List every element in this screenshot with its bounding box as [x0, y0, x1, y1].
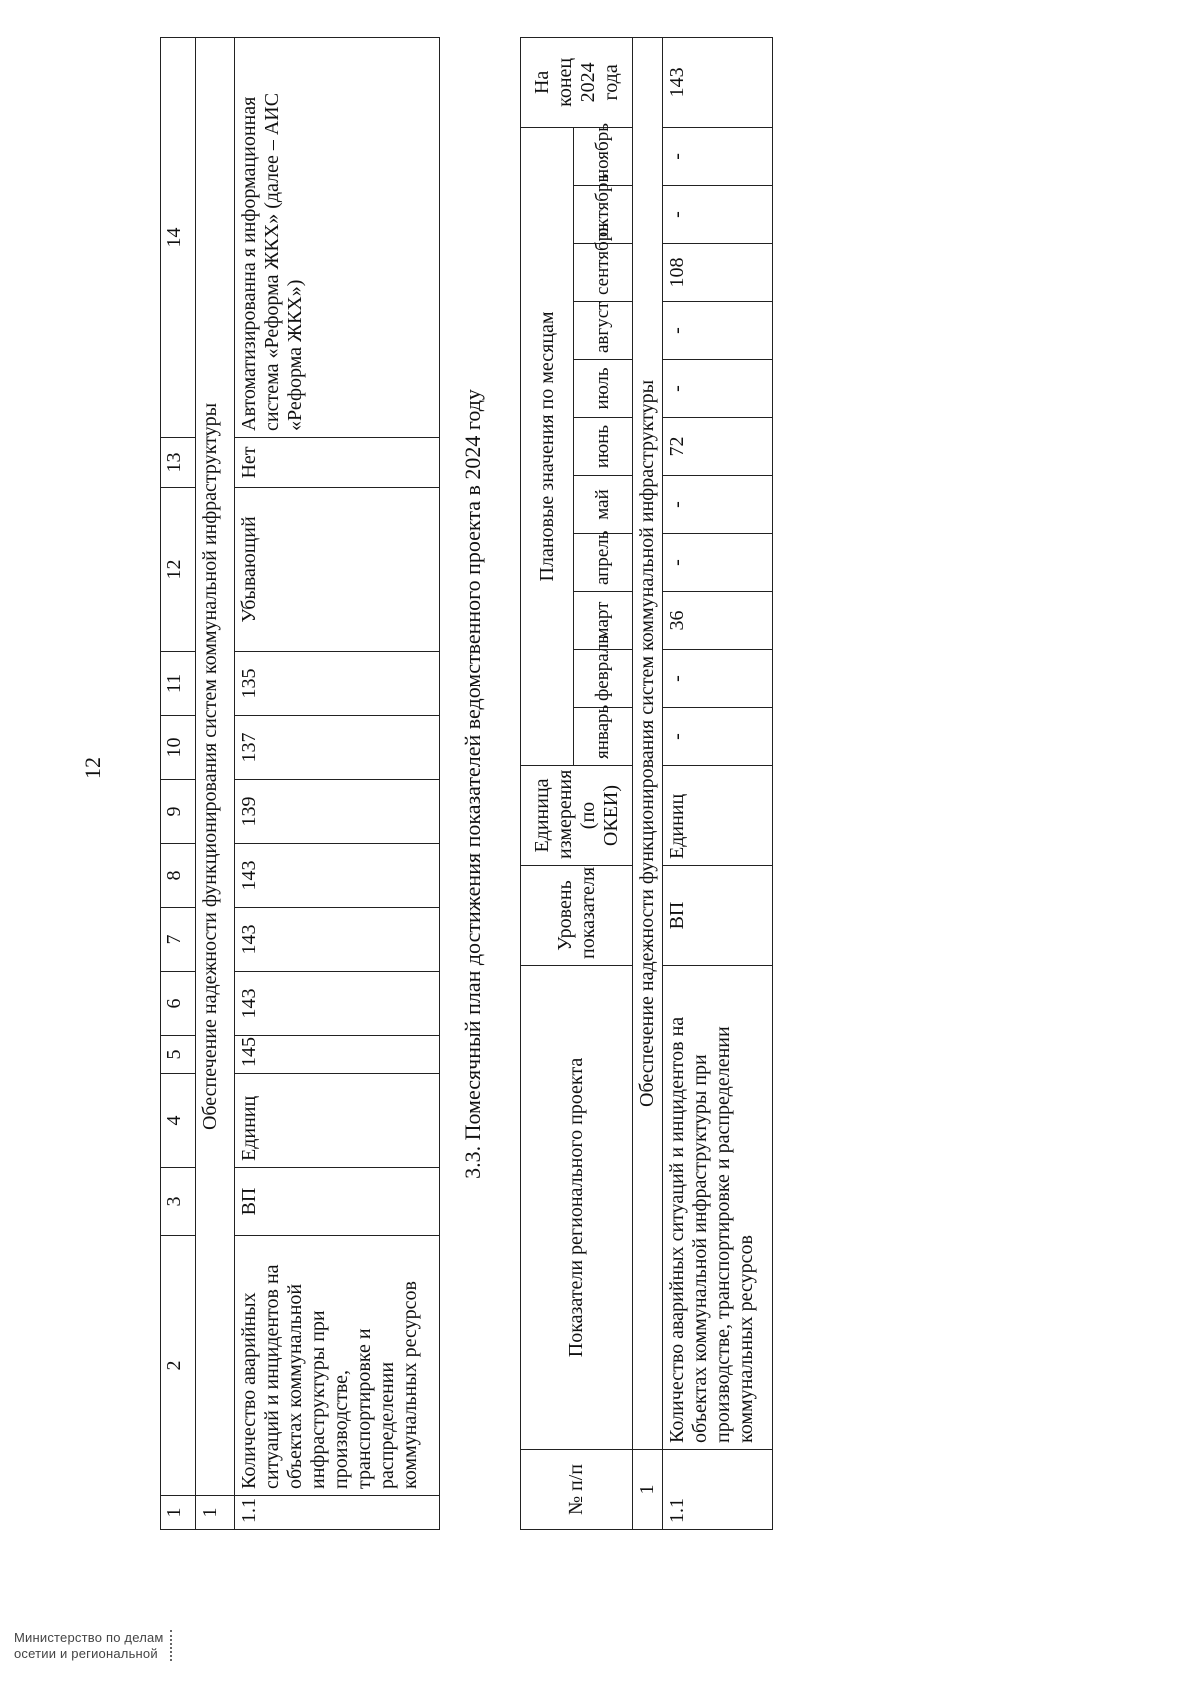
col-number: 2	[161, 1236, 196, 1496]
section-title: Обеспечение надежности функционирования систем коммунальной инфраструктуры	[633, 37, 663, 1449]
col-number: 8	[161, 844, 196, 908]
col-number: 14	[161, 38, 196, 438]
stamp-line: Министерство по делам	[14, 1630, 164, 1645]
month-header: май	[574, 476, 633, 534]
monthly-plan-table	[520, 37, 773, 1530]
month-header: июль	[574, 360, 633, 418]
table-row	[235, 38, 440, 1530]
month-value: -	[663, 302, 773, 360]
value-cell: 135	[235, 652, 440, 716]
section-number: 1	[633, 1450, 663, 1530]
month-value: -	[663, 650, 773, 708]
header-indicator: Показатели регионального проекта	[521, 966, 633, 1450]
header-level: Уровень показателя	[521, 866, 633, 966]
flag-cell: Нет	[235, 438, 440, 488]
section-row	[633, 37, 663, 1529]
month-header: август	[574, 302, 633, 360]
section-row	[196, 38, 235, 1530]
month-header: октябрь	[574, 186, 633, 244]
value-cell: 139	[235, 780, 440, 844]
month-header: июнь	[574, 418, 633, 476]
month-value: -	[663, 127, 773, 185]
month-value: 72	[663, 418, 773, 476]
value-cell: 137	[235, 716, 440, 780]
indicator-unit: Единиц	[235, 1074, 440, 1168]
ministry-stamp	[14, 1630, 172, 1661]
month-header: ноябрь	[574, 127, 633, 185]
value-cell: 145	[235, 1036, 440, 1074]
month-value: -	[663, 186, 773, 244]
column-number-row	[161, 38, 196, 1530]
trend-cell: Убывающий	[235, 488, 440, 652]
col-number: 1	[161, 1496, 196, 1530]
month-header: февраль	[574, 650, 633, 708]
indicator-level: ВП	[663, 866, 773, 966]
col-number: 9	[161, 780, 196, 844]
header-year-end: На конец 2024 года	[521, 37, 633, 127]
month-value: -	[663, 534, 773, 592]
section-title: Обеспечение надежности функционирования систем коммунальной инфраструктуры	[196, 38, 235, 1496]
table-row	[663, 37, 773, 1529]
col-number: 11	[161, 652, 196, 716]
header-row	[521, 37, 574, 1529]
stamp-line: осетии и региональной	[14, 1645, 158, 1661]
indicator-name: Количество аварийных ситуаций и инцидентов на объектах коммунальной инфраструктуры при производстве, транспортировке и распределении коммунальных ресурсов	[663, 966, 773, 1450]
col-number: 7	[161, 908, 196, 972]
month-header: март	[574, 592, 633, 650]
value-cell: 143	[235, 844, 440, 908]
source-cell: Автоматизированна я информационная система «Реформа ЖКХ» (далее – АИС «Реформа ЖКХ»)	[235, 38, 440, 438]
row-number: 1.1	[663, 1450, 773, 1530]
col-number: 3	[161, 1168, 196, 1236]
month-value: -	[663, 360, 773, 418]
section-number: 1	[196, 1496, 235, 1530]
month-header: январь	[574, 708, 633, 766]
header-unit: Единица измерения (по ОКЕИ)	[521, 766, 633, 866]
indicator-name: Количество аварийных ситуаций и инцидентов на объектах коммунальной инфраструктуры при производстве, транспортировке и распределении коммунальных ресурсов	[235, 1236, 440, 1496]
rotated-page	[0, 54, 1100, 1630]
indicator-unit: Единиц	[663, 766, 773, 866]
month-header: сентябрь	[574, 244, 633, 302]
table-caption: 3.3. Помесячный план достижения показателей ведомственного проекта в 2024 году	[460, 389, 485, 1179]
indicator-level: ВП	[235, 1168, 440, 1236]
col-number: 5	[161, 1036, 196, 1074]
header-monthly: Плановые значения по месяцам	[521, 127, 574, 765]
col-number: 4	[161, 1074, 196, 1168]
month-value: -	[663, 708, 773, 766]
month-value: 108	[663, 244, 773, 302]
value-cell: 143	[235, 908, 440, 972]
year-end-value: 143	[663, 37, 773, 127]
page-number: 12	[80, 757, 105, 779]
col-number: 6	[161, 972, 196, 1036]
month-header: апрель	[574, 534, 633, 592]
col-number: 10	[161, 716, 196, 780]
col-number: 13	[161, 438, 196, 488]
month-value: -	[663, 476, 773, 534]
col-number: 12	[161, 488, 196, 652]
value-cell: 143	[235, 972, 440, 1036]
header-num: № п/п	[521, 1450, 633, 1530]
month-value: 36	[663, 592, 773, 650]
indicator-table	[160, 37, 440, 1530]
row-number: 1.1	[235, 1496, 440, 1530]
